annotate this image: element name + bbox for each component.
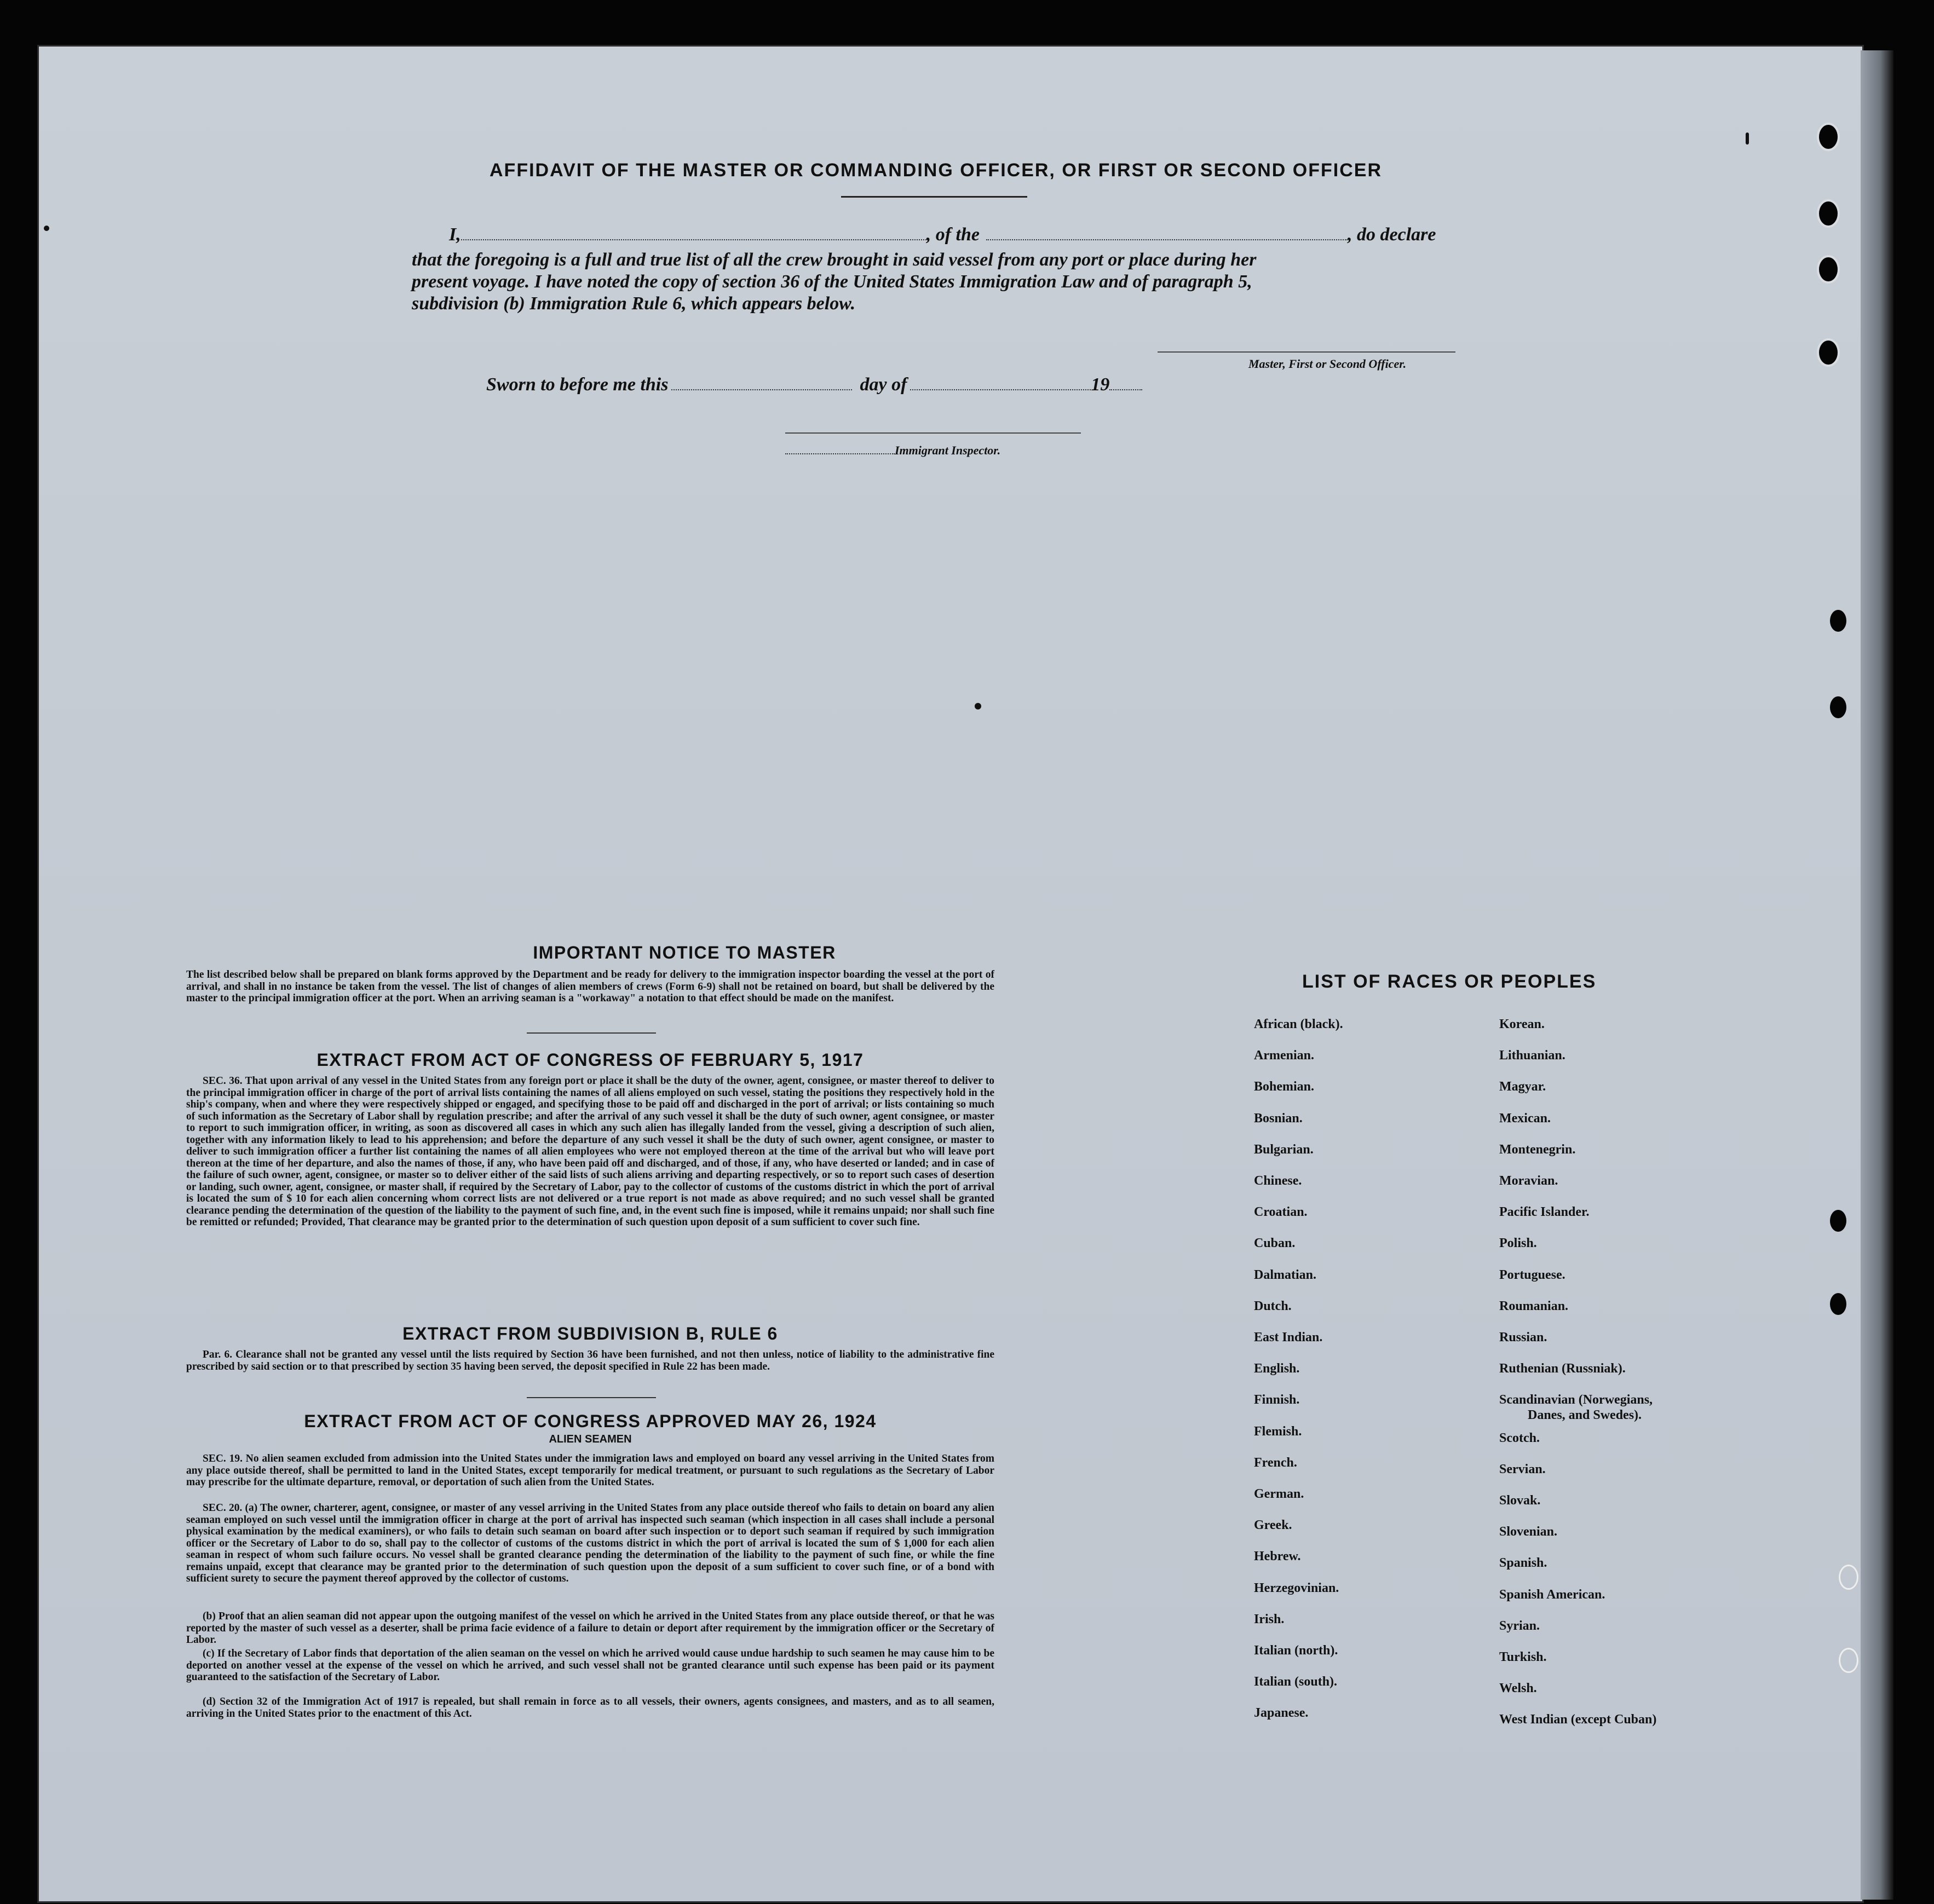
affidavit-line2: that the foregoing is a full and true list of all the crew brought in said vessel from any port or place during her — [412, 250, 1257, 270]
extract-1924-sec20b: (b) Proof that an alien seaman did not appear upon the outgoing manifest of the vessel on which he arrived in the United States from any place outside thereof, or that he was reported by the master of such vessel as a deserter, shall be prima facie evidence of a failure to detain or deport after requirement by the immigration officer or the Secretary of Labor. — [186, 1611, 994, 1646]
race-item: Lithuanian. — [1499, 1048, 1565, 1063]
divider — [527, 1032, 656, 1034]
race-item: Flemish. — [1254, 1424, 1302, 1439]
extract-1924-sec20d: (d) Section 32 of the Immigration Act of 1917 is repealed, but shall remain in force as to all vessels, their owners, agents consignees, and masters, and as to all seamen, arriving in the United States prior to the enactment of this Act. — [186, 1696, 994, 1720]
race-item: Greek. — [1254, 1518, 1292, 1533]
extract-1917-title: EXTRACT FROM ACT OF CONGRESS OF FEBRUARY 5, 1917 — [316, 1050, 864, 1070]
sworn-month-field[interactable] — [910, 389, 1091, 390]
ink-mark — [1746, 132, 1749, 145]
race-item: Slovak. — [1499, 1493, 1541, 1508]
race-item: Polish. — [1499, 1236, 1537, 1251]
extract-1924-sec19: SEC. 19. No alien seamen excluded from admission into the United States under the immigration laws and employed on board any vessel arriving in the United States from any place outside thereof, shall be permitted to land in the United States, except temporarily for medical treatment, or pursuant to such regulations as the Secretary of Labor may prescribe for the ultimate departure, removal, or deportation of such alien from the United States. — [186, 1453, 994, 1488]
race-item: Slovenian. — [1499, 1525, 1558, 1539]
master-signature-label: Master, First or Second Officer. — [1248, 357, 1407, 371]
inspector-label-text: Immigrant Inspector. — [895, 443, 1001, 457]
race-item: Welsh. — [1499, 1681, 1537, 1696]
vessel-name-field[interactable] — [986, 239, 1348, 240]
affidavit-line3: present voyage. I have noted the copy of section 36 of the United States Immigration Law and of paragraph 5, — [412, 272, 1252, 292]
race-item: Servian. — [1499, 1462, 1546, 1476]
title-underline — [841, 196, 1027, 198]
binder-hole — [1839, 1648, 1858, 1673]
extract-1924-subtitle: ALIEN SEAMEN — [549, 1433, 632, 1445]
race-item: Roumanian. — [1499, 1299, 1569, 1313]
do-declare-label: , do declare — [1348, 224, 1436, 245]
race-item: Italian (north). — [1254, 1643, 1338, 1658]
binder-hole — [1830, 1210, 1846, 1232]
race-item: Spanish. — [1499, 1556, 1547, 1571]
race-item: Dalmatian. — [1254, 1267, 1316, 1282]
race-item: Japanese. — [1254, 1706, 1309, 1721]
sworn-line — [486, 374, 1142, 395]
inspector-name-field[interactable] — [785, 453, 895, 454]
extract-1924-sec20c: (c) If the Secretary of Labor finds that deportation of the alien seaman on the vessel on which he arrived would cause undue hardship to such seamen he may cause him to be deported on another vessel at the expense of the vessel on which he arrived, and such vessel shall not be granted clearance until such expense has been paid or its payment guaranteed to the satisfaction of the Secretary of Labor. — [186, 1648, 994, 1683]
race-item: African (black). — [1254, 1017, 1343, 1031]
race-item: Syrian. — [1499, 1618, 1540, 1633]
declarant-name-field[interactable] — [461, 239, 926, 240]
race-item: French. — [1254, 1455, 1297, 1470]
race-item: Cuban. — [1254, 1236, 1296, 1251]
rule6-text: Par. 6. Clearance shall not be granted any vessel until the lists required by Section 36 have been furnished, and not then unless, notice of liability to the administrative fine prescribed by said section or to that prescribed by section 35 having been served, the deposit specified in Rule 22 has been made. — [186, 1349, 994, 1372]
notice-text: The list described below shall be prepared on blank forms approved by the Department and be ready for delivery to the immigration inspector boarding the vessel at the port of arrival, and shall in no instance be taken from the vessel. The list of changes of alien members of crews (Form 6-9) shall not be retained on board, but shall be delivered by the master to the principal immigration officer at the port. When an arriving seaman is a "workaway" a notation to that effect should be made on the manifest. — [186, 969, 994, 1004]
ink-dot — [975, 703, 981, 709]
race-item: Montenegrin. — [1499, 1142, 1576, 1157]
year-prefix-label: 19 — [1091, 374, 1110, 395]
inspector-signature-line[interactable] — [785, 432, 1081, 434]
race-item: Armenian. — [1254, 1048, 1314, 1063]
notice-title: IMPORTANT NOTICE TO MASTER — [533, 943, 836, 962]
divider — [527, 1397, 656, 1398]
race-item: Bulgarian. — [1254, 1142, 1314, 1157]
binder-hole — [1839, 1565, 1858, 1590]
race-item: Bohemian. — [1254, 1080, 1315, 1094]
race-item: West Indian (except Cuban) — [1499, 1712, 1657, 1727]
race-item: German. — [1254, 1487, 1304, 1501]
race-item: Turkish. — [1499, 1650, 1547, 1664]
binder-hole — [1817, 255, 1840, 284]
sworn-day-field[interactable] — [671, 389, 852, 390]
race-item: Ruthenian (Russniak). — [1499, 1361, 1626, 1376]
sworn-year-field[interactable] — [1109, 389, 1142, 390]
race-item-continuation: Danes, and Swedes). — [1528, 1408, 1642, 1423]
race-item: Dutch. — [1254, 1299, 1292, 1313]
race-item: Portuguese. — [1499, 1267, 1565, 1282]
ink-dot — [44, 226, 49, 231]
race-item: Italian (south). — [1254, 1675, 1338, 1689]
affidavit-line4: subdivision (b) Immigration Rule 6, which appears below. — [412, 293, 856, 314]
race-item: Korean. — [1499, 1017, 1545, 1031]
page-edge — [1861, 50, 1893, 1900]
binder-hole — [1817, 199, 1840, 228]
race-item: Bosnian. — [1254, 1111, 1303, 1126]
affidavit-line1 — [449, 224, 1436, 245]
race-item: Russian. — [1499, 1330, 1547, 1345]
master-signature-line[interactable] — [1158, 351, 1455, 353]
race-item: Scotch. — [1499, 1430, 1540, 1445]
race-item: Finnish. — [1254, 1393, 1300, 1407]
race-item: Magyar. — [1499, 1080, 1546, 1094]
races-title: LIST OF RACES OR PEOPLES — [1302, 971, 1597, 992]
sworn-label: Sworn to before me this — [486, 374, 669, 395]
binder-hole — [1830, 610, 1846, 632]
race-item: East Indian. — [1254, 1330, 1323, 1345]
of-the-label: , of the — [926, 224, 980, 245]
race-item: Pacific Islander. — [1499, 1205, 1590, 1220]
extract-1917-text: SEC. 36. That upon arrival of any vessel in the United States from any foreign port or place it shall be the duty of the owner, agent, consignee, or master thereof to deliver to the principal immigration officer in charge of the port of arrival lists containing the names of all aliens employed on such vessel, stating the positions they respectively hold in the ship's company, when and where they were respectively shipped or engaged, and specifying those to be paid off and discharged in the port of arrival; or lists containing so much of such information as the Secretary of Labor shall by regulation prescribe; and after the arrival of any such vessel it shall be the duty of such owner, agent consignee, or master to report to such immigration officer, in writing, as soon as discovered all cases in which any such alien has illegally landed from the vessel, giving a description of such alien, together with any information likely to lead to his apprehension; and before the departure of any such vessel it shall be the duty of such owner, agent consignee, or master to deliver to such immigration officer a further list containing the names of all alien employees who were not employed thereon at the time of the arrival but who will leave port thereon at the time of her departure, and also the names of those, if any, who have been paid off and discharged, and of those, if any, who have deserted or landed; and in case of the failure of such owner, agent, consignee, or master so to deliver either of the said lists of such aliens arriving and departing respectively, or so to report such cases of desertion or landing, such owner, agent, consignee, or master shall, if required by the Secretary of Labor, pay to the collector of customs of the customs district in which the port of arrival is located the sum of $ 10 for each alien concerning whom correct lists are not delivered or a true report is not made as above required; and no such vessel shall be granted clearance pending the determination of the question of the liability to the payment of such fine, and, in the event such fine is imposed, while it remains unpaid; nor shall such fine be remitted or refunded; Provided, That clearance may be granted prior to the determination of such question upon deposit of a sum sufficient to cover such fine. — [186, 1075, 994, 1228]
race-item: English. — [1254, 1361, 1300, 1376]
binder-hole — [1830, 696, 1846, 718]
race-item: Croatian. — [1254, 1205, 1308, 1220]
race-item: Chinese. — [1254, 1174, 1302, 1188]
declarant-label: I, — [449, 224, 461, 245]
binder-hole — [1830, 1293, 1846, 1315]
race-item: Herzegovinian. — [1254, 1580, 1339, 1595]
binder-hole — [1817, 123, 1840, 151]
race-item: Scandinavian (Norwegians, — [1499, 1393, 1653, 1407]
affidavit-title: AFFIDAVIT OF THE MASTER OR COMMANDING OFFICER, OR FIRST OR SECOND OFFICER — [490, 160, 1382, 181]
race-item: Hebrew. — [1254, 1549, 1301, 1564]
binder-hole — [1817, 338, 1840, 367]
rule6-title: EXTRACT FROM SUBDIVISION B, RULE 6 — [402, 1324, 778, 1343]
race-item: Moravian. — [1499, 1174, 1558, 1188]
inspector-signature-label — [785, 443, 1000, 458]
race-item: Irish. — [1254, 1612, 1285, 1626]
extract-1924-title: EXTRACT FROM ACT OF CONGRESS APPROVED MAY 26, 1924 — [304, 1411, 877, 1431]
race-item: Spanish American. — [1499, 1587, 1605, 1602]
extract-1924-sec20a: SEC. 20. (a) The owner, charterer, agent, consignee, or master of any vessel arriving in the United States from any place outside thereof who fails to detain on board any alien seaman employed on such vessel until the immigration officer in charge at the port of arrival has inspected such seaman (which inspection in all cases shall include a personal physical examination by the medical examiners), or who fails to detain such seaman on board after such inspection or to deport such seaman if required by such immigration officer or the Secretary of Labor to do so, shall pay to the collector of customs of the customs district in which the port of arrival is located the sum of $ 1,000 for each alien seaman in respect of whom such failure occurs. No vessel shall be granted clearance pending the determination of the liability to the payment of such fine, or while the fine remains unpaid, except that clearance may be granted prior to the determination of such question upon the deposit of a sum sufficient to cover such fine, or of a bond with sufficient surety to secure the payment thereof approved by the collector of customs. — [186, 1502, 994, 1584]
race-item: Mexican. — [1499, 1111, 1551, 1126]
day-of-label: day of — [860, 374, 907, 395]
